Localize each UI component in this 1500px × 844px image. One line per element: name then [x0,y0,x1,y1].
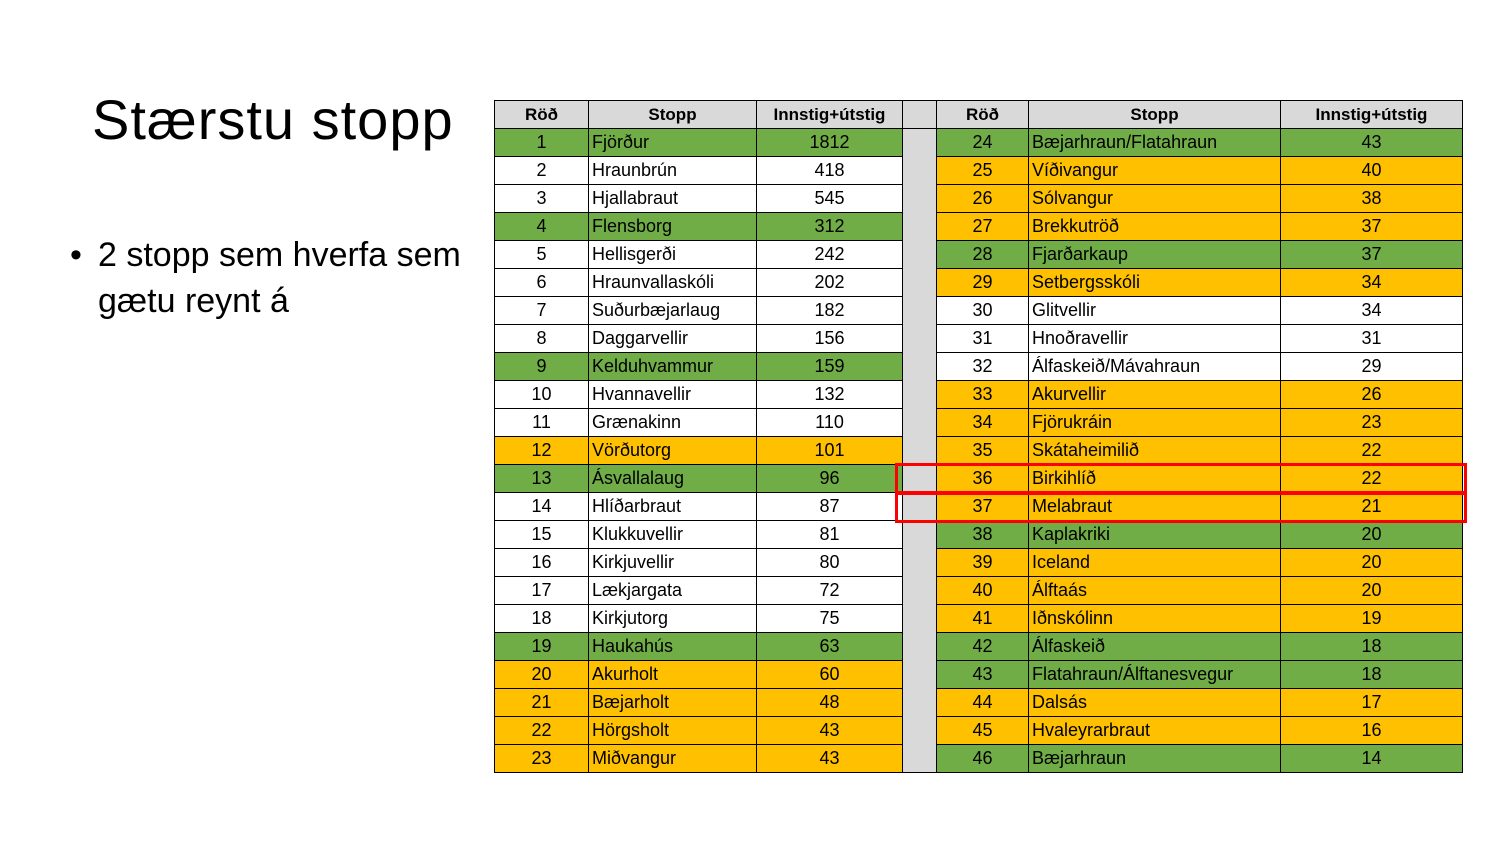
stop-cell: Hvannavellir [589,381,757,409]
count-cell: 14 [1281,745,1463,773]
stop-cell: Ásvallalaug [589,465,757,493]
count-cell: 132 [757,381,903,409]
rank-cell: 7 [495,297,589,325]
table-gap [903,633,937,661]
rank-cell: 16 [495,549,589,577]
rank-cell: 1 [495,129,589,157]
table-gap [903,661,937,689]
stop-cell: Dalsás [1029,689,1281,717]
table-row [495,633,1463,661]
rank-cell: 30 [937,297,1029,325]
stop-cell: Akurholt [589,661,757,689]
stop-cell: Kirkjutorg [589,605,757,633]
count-cell: 43 [757,717,903,745]
rank-cell: 36 [937,465,1029,493]
stop-cell: Skátaheimilið [1029,437,1281,465]
table-row [495,241,1463,269]
count-cell: 29 [1281,353,1463,381]
table-gap [903,549,937,577]
table-row [495,297,1463,325]
table-row [495,353,1463,381]
table-gap [903,717,937,745]
count-cell: 37 [1281,213,1463,241]
count-cell: 20 [1281,549,1463,577]
count-cell: 312 [757,213,903,241]
count-cell: 159 [757,353,903,381]
stop-cell: Klukkuvellir [589,521,757,549]
table-row [495,157,1463,185]
stop-cell: Flatahraun/Álftanesvegur [1029,661,1281,689]
rank-cell: 9 [495,353,589,381]
count-cell: 545 [757,185,903,213]
table-row [495,185,1463,213]
bullet-dot-icon: • [70,236,82,274]
rank-cell: 28 [937,241,1029,269]
table-row [495,689,1463,717]
rank-cell: 11 [495,409,589,437]
rank-cell: 23 [495,745,589,773]
table-gap [903,493,937,521]
stop-cell: Álftaás [1029,577,1281,605]
rank-cell: 34 [937,409,1029,437]
rank-cell: 20 [495,661,589,689]
table-row [495,129,1463,157]
stop-cell: Hörgsholt [589,717,757,745]
count-cell: 96 [757,465,903,493]
count-cell: 37 [1281,241,1463,269]
stop-cell: Bæjarhraun [1029,745,1281,773]
count-cell: 22 [1281,465,1463,493]
count-cell: 80 [757,549,903,577]
table-gap [903,689,937,717]
rank-cell: 19 [495,633,589,661]
stop-cell: Hraunbrún [589,157,757,185]
count-cell: 101 [757,437,903,465]
stop-cell: Álfaskeið/Mávahraun [1029,353,1281,381]
bullet-point [70,232,470,324]
table-gap [903,269,937,297]
rank-cell: 6 [495,269,589,297]
table-gap [903,605,937,633]
table-row [495,521,1463,549]
stop-cell: Iceland [1029,549,1281,577]
table-row [495,325,1463,353]
stop-cell: Kirkjuvellir [589,549,757,577]
stops-table [494,100,1463,773]
count-cell: 40 [1281,157,1463,185]
table-gap [903,101,937,129]
table-gap [903,381,937,409]
rank-cell: 5 [495,241,589,269]
header-stop-left: Stopp [589,101,757,129]
rank-cell: 26 [937,185,1029,213]
stop-cell: Haukahús [589,633,757,661]
table-row [495,493,1463,521]
count-cell: 81 [757,521,903,549]
stop-cell: Flensborg [589,213,757,241]
rank-cell: 17 [495,577,589,605]
stop-cell: Hraunvallaskóli [589,269,757,297]
bullet-text: 2 stopp sem hverfa sem gætu reynt á [98,236,461,320]
rank-cell: 44 [937,689,1029,717]
rank-cell: 41 [937,605,1029,633]
count-cell: 87 [757,493,903,521]
stop-cell: Hnoðravellir [1029,325,1281,353]
count-cell: 19 [1281,605,1463,633]
table-gap [903,409,937,437]
count-cell: 38 [1281,185,1463,213]
rank-cell: 29 [937,269,1029,297]
table-gap [903,241,937,269]
table-row [495,381,1463,409]
stop-cell: Álfaskeið [1029,633,1281,661]
table-row [495,577,1463,605]
count-cell: 43 [757,745,903,773]
count-cell: 60 [757,661,903,689]
stop-cell: Vörðutorg [589,437,757,465]
rank-cell: 18 [495,605,589,633]
table-row [495,717,1463,745]
rank-cell: 13 [495,465,589,493]
rank-cell: 27 [937,213,1029,241]
count-cell: 1812 [757,129,903,157]
table-row [495,409,1463,437]
count-cell: 242 [757,241,903,269]
slide-title: Stærstu stopp [92,88,454,151]
stop-cell: Setbergsskóli [1029,269,1281,297]
table-gap [903,465,937,493]
table-row [495,465,1463,493]
count-cell: 75 [757,605,903,633]
count-cell: 110 [757,409,903,437]
table-gap [903,213,937,241]
table-row [495,745,1463,773]
stop-cell: Bæjarholt [589,689,757,717]
rank-cell: 24 [937,129,1029,157]
count-cell: 418 [757,157,903,185]
rank-cell: 14 [495,493,589,521]
stop-cell: Hvaleyrarbraut [1029,717,1281,745]
rank-cell: 32 [937,353,1029,381]
rank-cell: 4 [495,213,589,241]
count-cell: 17 [1281,689,1463,717]
stop-cell: Birkihlíð [1029,465,1281,493]
count-cell: 34 [1281,297,1463,325]
rank-cell: 43 [937,661,1029,689]
header-count-left: Innstig+útstig [757,101,903,129]
count-cell: 16 [1281,717,1463,745]
rank-cell: 40 [937,577,1029,605]
count-cell: 22 [1281,437,1463,465]
table-gap [903,185,937,213]
count-cell: 34 [1281,269,1463,297]
stop-cell: Fjörukráin [1029,409,1281,437]
table-gap [903,745,937,773]
stop-cell: Miðvangur [589,745,757,773]
table-row [495,605,1463,633]
table-gap [903,353,937,381]
header-rank-right: Röð [937,101,1029,129]
stop-cell: Grænakinn [589,409,757,437]
count-cell: 18 [1281,661,1463,689]
rank-cell: 15 [495,521,589,549]
count-cell: 156 [757,325,903,353]
stop-cell: Akurvellir [1029,381,1281,409]
rank-cell: 3 [495,185,589,213]
stop-cell: Glitvellir [1029,297,1281,325]
rank-cell: 8 [495,325,589,353]
table-gap [903,577,937,605]
table-row [495,549,1463,577]
stop-cell: Melabraut [1029,493,1281,521]
table-gap [903,437,937,465]
count-cell: 31 [1281,325,1463,353]
header-rank-left: Röð [495,101,589,129]
stop-cell: Fjarðarkaup [1029,241,1281,269]
table-gap [903,129,937,157]
table-row [495,269,1463,297]
count-cell: 63 [757,633,903,661]
rank-cell: 46 [937,745,1029,773]
table-gap [903,297,937,325]
stop-cell: Hjallabraut [589,185,757,213]
count-cell: 202 [757,269,903,297]
header-stop-right: Stopp [1029,101,1281,129]
count-cell: 26 [1281,381,1463,409]
rank-cell: 22 [495,717,589,745]
rank-cell: 10 [495,381,589,409]
rank-cell: 37 [937,493,1029,521]
count-cell: 21 [1281,493,1463,521]
stop-cell: Lækjargata [589,577,757,605]
table-row [495,661,1463,689]
rank-cell: 39 [937,549,1029,577]
rank-cell: 38 [937,521,1029,549]
count-cell: 23 [1281,409,1463,437]
table-gap [903,521,937,549]
rank-cell: 25 [937,157,1029,185]
stop-cell: Fjörður [589,129,757,157]
table-gap [903,157,937,185]
stop-cell: Sólvangur [1029,185,1281,213]
stop-cell: Kelduhvammur [589,353,757,381]
rank-cell: 21 [495,689,589,717]
table-header-row [495,101,1463,129]
count-cell: 20 [1281,577,1463,605]
count-cell: 18 [1281,633,1463,661]
rank-cell: 33 [937,381,1029,409]
stop-cell: Hellisgerði [589,241,757,269]
stop-cell: Víðivangur [1029,157,1281,185]
stop-cell: Daggarvellir [589,325,757,353]
table-row [495,437,1463,465]
count-cell: 43 [1281,129,1463,157]
count-cell: 72 [757,577,903,605]
rank-cell: 31 [937,325,1029,353]
stop-cell: Bæjarhraun/Flatahraun [1029,129,1281,157]
count-cell: 182 [757,297,903,325]
rank-cell: 42 [937,633,1029,661]
count-cell: 48 [757,689,903,717]
stop-cell: Suðurbæjarlaug [589,297,757,325]
stop-cell: Brekkutröð [1029,213,1281,241]
table-gap [903,325,937,353]
header-count-right: Innstig+útstig [1281,101,1463,129]
stop-cell: Hlíðarbraut [589,493,757,521]
stop-cell: Kaplakriki [1029,521,1281,549]
rank-cell: 45 [937,717,1029,745]
table-row [495,213,1463,241]
stop-cell: Iðnskólinn [1029,605,1281,633]
rank-cell: 12 [495,437,589,465]
count-cell: 20 [1281,521,1463,549]
rank-cell: 2 [495,157,589,185]
rank-cell: 35 [937,437,1029,465]
